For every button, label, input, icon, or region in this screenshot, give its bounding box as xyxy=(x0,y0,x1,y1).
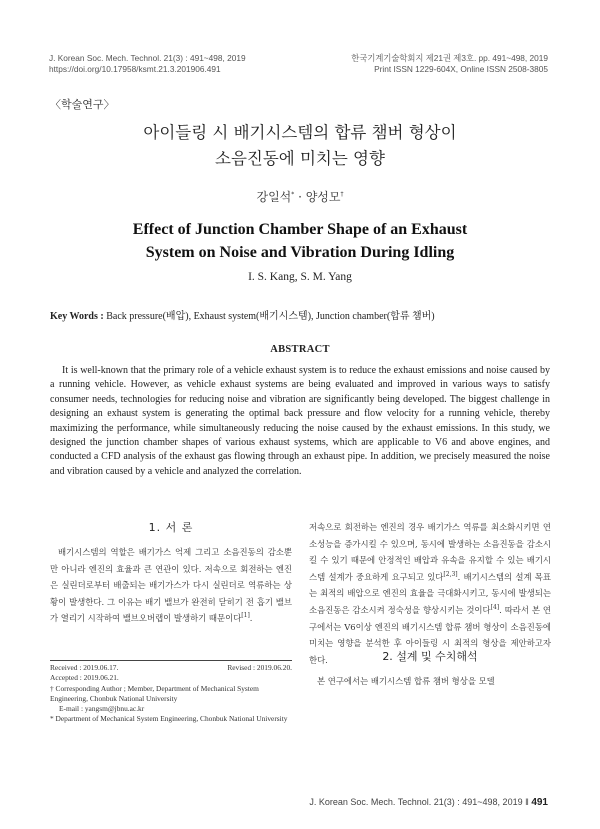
author-separator: · xyxy=(294,190,306,204)
intro-text-right-b: . 배기시스템의 설계 목표는 최적의 배압으로 엔진의 효율을 극대화시키고, 동시에 발생되는 소음진동은 감소시켜 정숙성을 향상시키는 것이다 xyxy=(309,571,551,615)
citation-2-3[interactable]: [2,3] xyxy=(443,570,458,578)
journal-citation: J. Korean Soc. Mech. Technol. 21(3) : 491~498, 2019 xyxy=(49,53,246,63)
running-header-right xyxy=(351,53,548,75)
section-2-heading: 2. 설계 및 수치해석 xyxy=(382,650,478,663)
author-1-name: 강일석 xyxy=(256,190,292,204)
intro-text-left-end: . xyxy=(249,613,253,624)
intro-text-right-c: . 따라서 본 연구에서는 V6이상 엔진의 배기시스템 합류 챔버 형상이 소음진동에 미치는 영향을 분석한 후 아이들링 시 최적의 형상을 제안하고자 한다. xyxy=(309,604,551,665)
section-2-paragraph: 본 연구에서는 배기시스템 합류 챔버 형상을 모델 xyxy=(317,676,495,686)
revised-date: Revised : 2019.06.20. xyxy=(227,663,292,672)
title-english-line-2: System on Noise and Vibration During Idling xyxy=(145,244,455,261)
intro-text-right-a: 저속으로 회전하는 엔진의 경우 배기가스 역류를 최소화시키면 연소성능을 증가시킬 수 있으며, 동시에 발생하는 소음진동을 감소시킬 수 있기 때문에 안정적인 배압과 유속을 유지할 수 있는 배기시스템 설계가 중요하게 요구되고 있다 xyxy=(309,522,551,582)
article-notes xyxy=(50,663,292,725)
section-1-paragraph-left xyxy=(50,544,292,627)
keywords-label: Key Words : xyxy=(50,311,107,322)
author-1-mark: * xyxy=(291,191,295,198)
abstract-heading: ABSTRACT xyxy=(270,344,330,355)
keywords-text: Back pressure(배압), Exhaust system(배기시스템), Junction chamber(합류 챔버) xyxy=(106,311,435,322)
page-number: 491 xyxy=(531,797,548,808)
section-1-paragraph-right xyxy=(309,519,551,668)
author-2-name: 양성모 xyxy=(305,190,341,204)
received-revised-row xyxy=(50,663,292,673)
intro-text-left: 배기시스템의 역할은 배기가스 억제 그리고 소음진동의 감소뿐만 아니라 엔진의 효율과 큰 연관이 있다. 저속으로 회전하는 엔진은 실린더로부터 배출되는 배기가스가 다시 실린더로 역류하는 상황이 발생한다. 그 이유는 배기 밸브가 완전히 닫히기 전 흡기 밸브가 열리기 시작하여 밸브오버랩이 발생하기 때문이다 xyxy=(50,547,292,624)
journal-citation-korean: 한국기계기술학회지 제21권 제3호. pp. 491~498, 2019 xyxy=(351,53,548,63)
email-note[interactable]: E-mail : yangsm@jbnu.ac.kr xyxy=(59,704,145,714)
running-header-left xyxy=(49,53,246,75)
received-date: Received : 2019.06.17. xyxy=(50,663,119,672)
keywords xyxy=(50,307,435,322)
title-english-line-1: Effect of Junction Chamber Shape of an Exhaust xyxy=(132,221,468,238)
title-korean-line-2: 소음진동에 미치는 영향 xyxy=(215,149,385,168)
author-2-mark: † xyxy=(340,191,344,198)
accepted-date: Accepted : 2019.06.21. xyxy=(50,673,119,683)
doi-link[interactable]: https://doi.org/10.17958/ksmt.21.3.201906.491 xyxy=(49,64,221,74)
section-1-heading: 1. 서 론 xyxy=(148,521,194,534)
corresponding-author-note: † Corresponding Author ; Member, Department of Mechanical System Engineering, Chonbuk National University xyxy=(50,683,259,703)
citation-4[interactable]: [4] xyxy=(490,604,500,612)
article-type: 〈학술연구〉 xyxy=(50,98,115,111)
footer-citation: J. Korean Soc. Mech. Technol. 21(3) : 491~498, 2019 ‖ xyxy=(309,797,532,807)
footnote-divider xyxy=(50,660,292,661)
title-korean-line-1: 아이들링 시 배기시스템의 합류 챔버 형상이 xyxy=(143,123,457,142)
authors-english: I. S. Kang, S. M. Yang xyxy=(248,271,352,283)
department-note: * Department of Mechanical System Engineering, Chonbuk National University xyxy=(50,714,288,724)
issn-info: Print ISSN 1229-604X, Online ISSN 2508-3805 xyxy=(374,64,548,74)
abstract-text: It is well-known that the primary role of a vehicle exhaust system is to reduce the exhaust emissions and noise caused by a running vehicle. However, as vehicle exhaust systems are being evaluated and improved in various ways to satisfy consumer needs, technologies for reducing noise and vibration are significantly being developed. The biggest challenge in designing an exhaust system is generating the optimal back pressure and flow velocity for a running vehicle, thereby maximizing the performance, while simultaneously reducing the noise caused by the exhaust emissions. In this study, we designed the junction chamber shapes of various exhaust systems, which are applicable to V6 and above engines, and conducted a CFD analysis of the exhaust gas flowing through an exhaust pipe. In addition, we precisely measured the noise and vibration caused by a vehicle and analyzed the correlation. xyxy=(50,365,550,477)
page-footer xyxy=(309,797,548,808)
citation-1[interactable]: [1] xyxy=(241,612,250,620)
authors-korean xyxy=(0,188,600,205)
